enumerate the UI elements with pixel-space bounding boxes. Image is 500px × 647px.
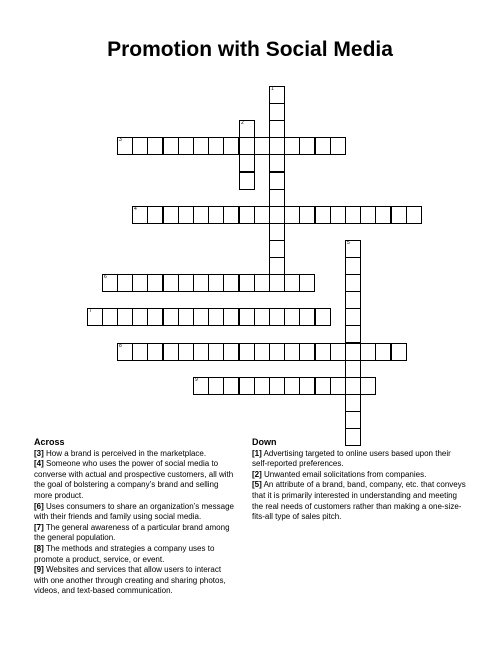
grid-cell[interactable]	[345, 257, 361, 275]
grid-cell[interactable]	[87, 308, 103, 326]
cell-number: 5	[347, 240, 350, 246]
grid-cell[interactable]	[284, 137, 300, 155]
clue-number: [3]	[34, 448, 44, 458]
grid-cell[interactable]	[269, 240, 285, 258]
grid-cell[interactable]	[391, 206, 407, 224]
grid-cell[interactable]	[345, 291, 361, 309]
grid-cell[interactable]	[117, 274, 133, 292]
down-heading: Down	[252, 437, 277, 447]
grid-cell[interactable]	[178, 206, 194, 224]
grid-cell[interactable]	[132, 137, 148, 155]
grid-cell[interactable]	[330, 137, 346, 155]
grid-cell[interactable]	[345, 411, 361, 429]
clue-text: Unwanted email solicitations from companies.	[264, 469, 427, 479]
grid-cell[interactable]	[178, 274, 194, 292]
grid-cell[interactable]	[315, 137, 331, 155]
clue-text: An attribute of a brand, band, company, etc. that conveys that it is primarily interested in understanding and meeting the real needs of customers rather than making a one-size-fits-all type of sales pitch.	[252, 480, 466, 522]
grid-cell[interactable]	[239, 308, 255, 326]
grid-cell[interactable]	[299, 274, 315, 292]
grid-cell[interactable]	[239, 172, 255, 190]
grid-cell[interactable]	[345, 394, 361, 412]
clue-down-2	[252, 470, 468, 481]
grid-cell[interactable]	[345, 343, 361, 361]
cell-number: 3	[119, 137, 122, 143]
grid-cell[interactable]	[254, 377, 270, 395]
grid-cell[interactable]	[147, 206, 163, 224]
grid-cell[interactable]	[223, 274, 239, 292]
clue-number: [9]	[34, 565, 44, 575]
grid-cell[interactable]	[102, 274, 118, 292]
grid-cell[interactable]	[117, 137, 133, 155]
grid-cell[interactable]	[208, 343, 224, 361]
grid-cell[interactable]	[269, 103, 285, 121]
cell-number: 7	[89, 308, 92, 314]
grid-cell[interactable]	[163, 206, 179, 224]
grid-cell[interactable]	[360, 206, 376, 224]
grid-cell[interactable]	[147, 308, 163, 326]
grid-cell[interactable]	[254, 206, 270, 224]
grid-cell[interactable]	[208, 274, 224, 292]
grid-cell[interactable]	[132, 308, 148, 326]
grid-cell[interactable]	[269, 223, 285, 241]
clue-number: [1]	[252, 448, 262, 458]
clue-text: How a brand is perceived in the marketplace.	[46, 448, 207, 458]
grid-cell[interactable]	[269, 257, 285, 275]
grid-cell[interactable]	[345, 308, 361, 326]
grid-cell[interactable]	[132, 274, 148, 292]
grid-cell[interactable]	[239, 377, 255, 395]
grid-cell[interactable]	[284, 343, 300, 361]
grid-cell[interactable]	[330, 343, 346, 361]
grid-cell[interactable]	[193, 343, 209, 361]
grid-cell[interactable]	[132, 343, 148, 361]
clue-down-1	[252, 449, 468, 470]
cell-number: 6	[104, 274, 107, 280]
across-heading: Across	[34, 437, 65, 447]
clue-number: [7]	[34, 522, 44, 532]
grid-cell[interactable]	[239, 206, 255, 224]
grid-cell[interactable]	[284, 274, 300, 292]
grid-cell[interactable]	[178, 137, 194, 155]
grid-cell[interactable]	[345, 206, 361, 224]
grid-cell[interactable]	[223, 343, 239, 361]
grid-cell[interactable]	[223, 308, 239, 326]
grid-cell[interactable]	[269, 343, 285, 361]
grid-cell[interactable]	[239, 343, 255, 361]
grid-cell[interactable]	[254, 137, 270, 155]
grid-cell[interactable]	[208, 308, 224, 326]
cell-number: 4	[134, 206, 137, 212]
grid-cell[interactable]	[284, 308, 300, 326]
grid-cell[interactable]	[406, 206, 422, 224]
clue-across-8	[34, 544, 236, 565]
grid-cell[interactable]	[132, 206, 148, 224]
cell-number: 1	[271, 86, 274, 92]
clue-number: [8]	[34, 543, 44, 553]
grid-cell[interactable]	[163, 137, 179, 155]
clue-across-7	[34, 523, 236, 544]
grid-cell[interactable]	[223, 206, 239, 224]
clue-across-4	[34, 459, 236, 501]
clue-down-5	[252, 480, 468, 522]
clue-text: The general awareness of a particular brand among the general population.	[34, 522, 230, 543]
grid-cell[interactable]	[345, 377, 361, 395]
grid-cell[interactable]	[102, 308, 118, 326]
grid-cell[interactable]	[117, 308, 133, 326]
grid-cell[interactable]	[163, 274, 179, 292]
grid-cell[interactable]	[330, 206, 346, 224]
clue-text: Websites and services that allow users to interact with one another through creating and sharing photos, videos, and text-based communication.	[34, 565, 226, 596]
grid-cell[interactable]	[193, 274, 209, 292]
cell-number: 2	[241, 120, 244, 126]
grid-cell[interactable]	[269, 206, 285, 224]
grid-cell[interactable]	[193, 137, 209, 155]
grid-cell[interactable]	[208, 377, 224, 395]
grid-cell[interactable]	[223, 377, 239, 395]
grid-cell[interactable]	[345, 325, 361, 343]
grid-cell[interactable]	[147, 343, 163, 361]
grid-cell[interactable]	[391, 343, 407, 361]
grid-cell[interactable]	[345, 240, 361, 258]
clue-number: [2]	[252, 469, 262, 479]
grid-cell[interactable]	[299, 137, 315, 155]
clue-across-9	[34, 565, 236, 597]
grid-cell[interactable]	[360, 377, 376, 395]
grid-cell[interactable]	[269, 377, 285, 395]
grid-cell[interactable]	[193, 377, 209, 395]
grid-cell[interactable]	[315, 308, 331, 326]
grid-cell[interactable]	[193, 206, 209, 224]
grid-cell[interactable]	[178, 343, 194, 361]
down-clues	[252, 437, 468, 523]
grid-cell[interactable]	[360, 343, 376, 361]
grid-cell[interactable]	[239, 274, 255, 292]
grid-cell[interactable]	[239, 120, 255, 138]
clue-number: [6]	[34, 501, 44, 511]
across-clues	[34, 437, 236, 597]
grid-cell[interactable]	[117, 343, 133, 361]
grid-cell[interactable]	[193, 308, 209, 326]
grid-cell[interactable]	[375, 343, 391, 361]
grid-cell[interactable]	[178, 308, 194, 326]
grid-cell[interactable]	[269, 274, 285, 292]
grid-cell[interactable]	[269, 308, 285, 326]
grid-cell[interactable]	[269, 189, 285, 207]
grid-cell[interactable]	[269, 137, 285, 155]
grid-cell[interactable]	[345, 274, 361, 292]
grid-cell[interactable]	[284, 377, 300, 395]
grid-cell[interactable]	[208, 137, 224, 155]
grid-cell[interactable]	[269, 172, 285, 190]
grid-cell[interactable]	[147, 137, 163, 155]
clue-across-6	[34, 502, 236, 523]
clue-text: Advertising targeted to online users based upon their self-reported preferences.	[252, 448, 451, 469]
grid-cell[interactable]	[163, 343, 179, 361]
grid-cell[interactable]	[269, 154, 285, 172]
clue-text: Someone who uses the power of social media to converse with actual and prospective customers, all with the goal of bolstering a company’s brand and selling more product.	[34, 459, 234, 500]
grid-cell[interactable]	[299, 206, 315, 224]
grid-cell[interactable]	[299, 308, 315, 326]
grid-cell[interactable]	[254, 274, 270, 292]
grid-cell[interactable]	[254, 343, 270, 361]
grid-cell[interactable]	[269, 120, 285, 138]
grid-cell[interactable]	[147, 274, 163, 292]
grid-cell[interactable]	[254, 308, 270, 326]
grid-cell[interactable]	[239, 137, 255, 155]
clue-number: [4]	[34, 459, 44, 469]
puzzle-title: Promotion with Social Media	[107, 38, 393, 61]
cell-number: 8	[119, 343, 122, 349]
grid-cell[interactable]	[284, 206, 300, 224]
grid-cell[interactable]	[299, 343, 315, 361]
grid-cell[interactable]	[299, 377, 315, 395]
clue-across-3	[34, 449, 236, 460]
grid-cell[interactable]	[208, 206, 224, 224]
grid-cell[interactable]	[223, 137, 239, 155]
grid-cell[interactable]	[239, 154, 255, 172]
grid-cell[interactable]	[315, 343, 331, 361]
grid-cell[interactable]	[315, 377, 331, 395]
clue-text: Uses consumers to share an organization’s message with their friends and family using social media.	[34, 501, 234, 522]
clue-text: The methods and strategies a company uses to promote a product, service, or event.	[34, 543, 215, 564]
grid-cell[interactable]	[163, 308, 179, 326]
cell-number: 9	[195, 377, 198, 383]
grid-cell[interactable]	[345, 360, 361, 378]
grid-cell[interactable]	[375, 206, 391, 224]
grid-cell[interactable]	[330, 377, 346, 395]
grid-cell[interactable]	[269, 86, 285, 104]
grid-cell[interactable]	[315, 206, 331, 224]
clue-number: [5]	[252, 480, 262, 490]
